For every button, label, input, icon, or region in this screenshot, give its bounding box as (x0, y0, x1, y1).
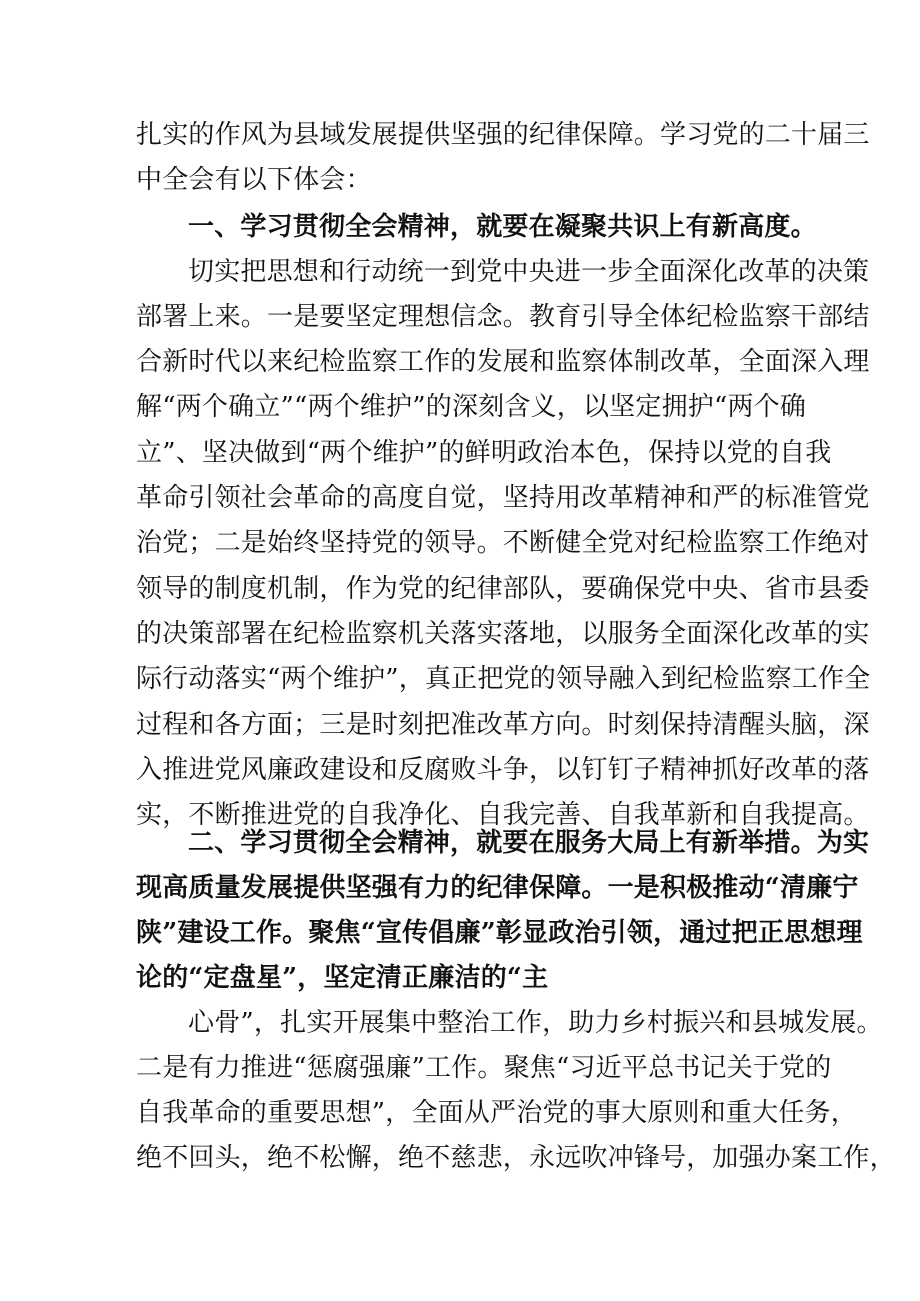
text-line: 立”、坚决做到“两个维护”的鲜明政治本色，保持以党的自我 (136, 438, 832, 468)
text-line: 解“两个确立”“两个维护”的深刻含义，以坚定拥护“两个确 (136, 392, 807, 422)
text-line: 入推进党风廉政建设和反腐败斗争，以钉钉子精神抓好改革的落 (136, 755, 870, 785)
text-line: 合新时代以来纪检监察工作的发展和监察体制改革，全面深入理 (136, 347, 870, 377)
text-line: 部署上来。一是要坚定理想信念。教育引导全体纪检监察干部结 (136, 302, 870, 332)
text-line: 革命引领社会革命的高度自觉，坚持用改革精神和严的标准管党 (136, 483, 870, 513)
text-line: 的决策部署在纪检监察机关落实落地，以服务全面深化改革的实 (136, 619, 870, 649)
section-heading-2: 二、学习贯彻全会精神，就要在服务大局上有新举措。为实 (188, 828, 870, 858)
text-line: 领导的制度机制，作为党的纪律部队，要确保党中央、省市县委 (136, 574, 870, 604)
bold-text-line: 陕”建设工作。聚焦“宣传倡廉”彰显政治引领，通过把正思想理 (136, 918, 863, 948)
text-line: 过程和各方面；三是时刻把准改革方向。时刻保持清醒头脑，深 (136, 710, 870, 740)
text-line: 二是有力推进“惩腐强廉”工作。聚焦“习近平总书记关于党的 (136, 1053, 832, 1083)
text-line: 际行动落实“两个维护”，真正把党的领导融入到纪检监察工作全 (136, 664, 871, 694)
text-line: 心骨”，扎实开展集中整治工作，助力乡村振兴和县城发展。 (188, 1008, 883, 1038)
bold-text-line: 论的“定盘星”，坚定清正廉洁的“主 (136, 963, 549, 993)
text-line: 实，不断推进党的自我净化、自我完善、自我革新和自我提高。 (136, 800, 870, 830)
section-heading-1: 一、学习贯彻全会精神，就要在凝聚共识上有新高度。 (188, 212, 817, 242)
text-line: 中全会有以下体会： (136, 165, 372, 195)
text-line: 扎实的作风为县域发展提供坚强的纪律保障。学习党的二十届三 (136, 120, 870, 150)
text-line: 治党；二是始终坚持党的领导。不断健全党对纪检监察工作绝对 (136, 528, 870, 558)
bold-text-line: 现高质量发展提供坚强有力的纪律保障。一是积极推动“清廉宁 (136, 873, 859, 903)
text-line: 自我革命的重要思想”，全面从严治党的事大原则和重大任务， (136, 1098, 857, 1128)
text-line: 绝不回头，绝不松懈，绝不慈悲，永远吹冲锋号，加强办案工作， (136, 1143, 896, 1173)
text-line: 切实把思想和行动统一到党中央进一步全面深化改革的决策 (188, 257, 870, 287)
